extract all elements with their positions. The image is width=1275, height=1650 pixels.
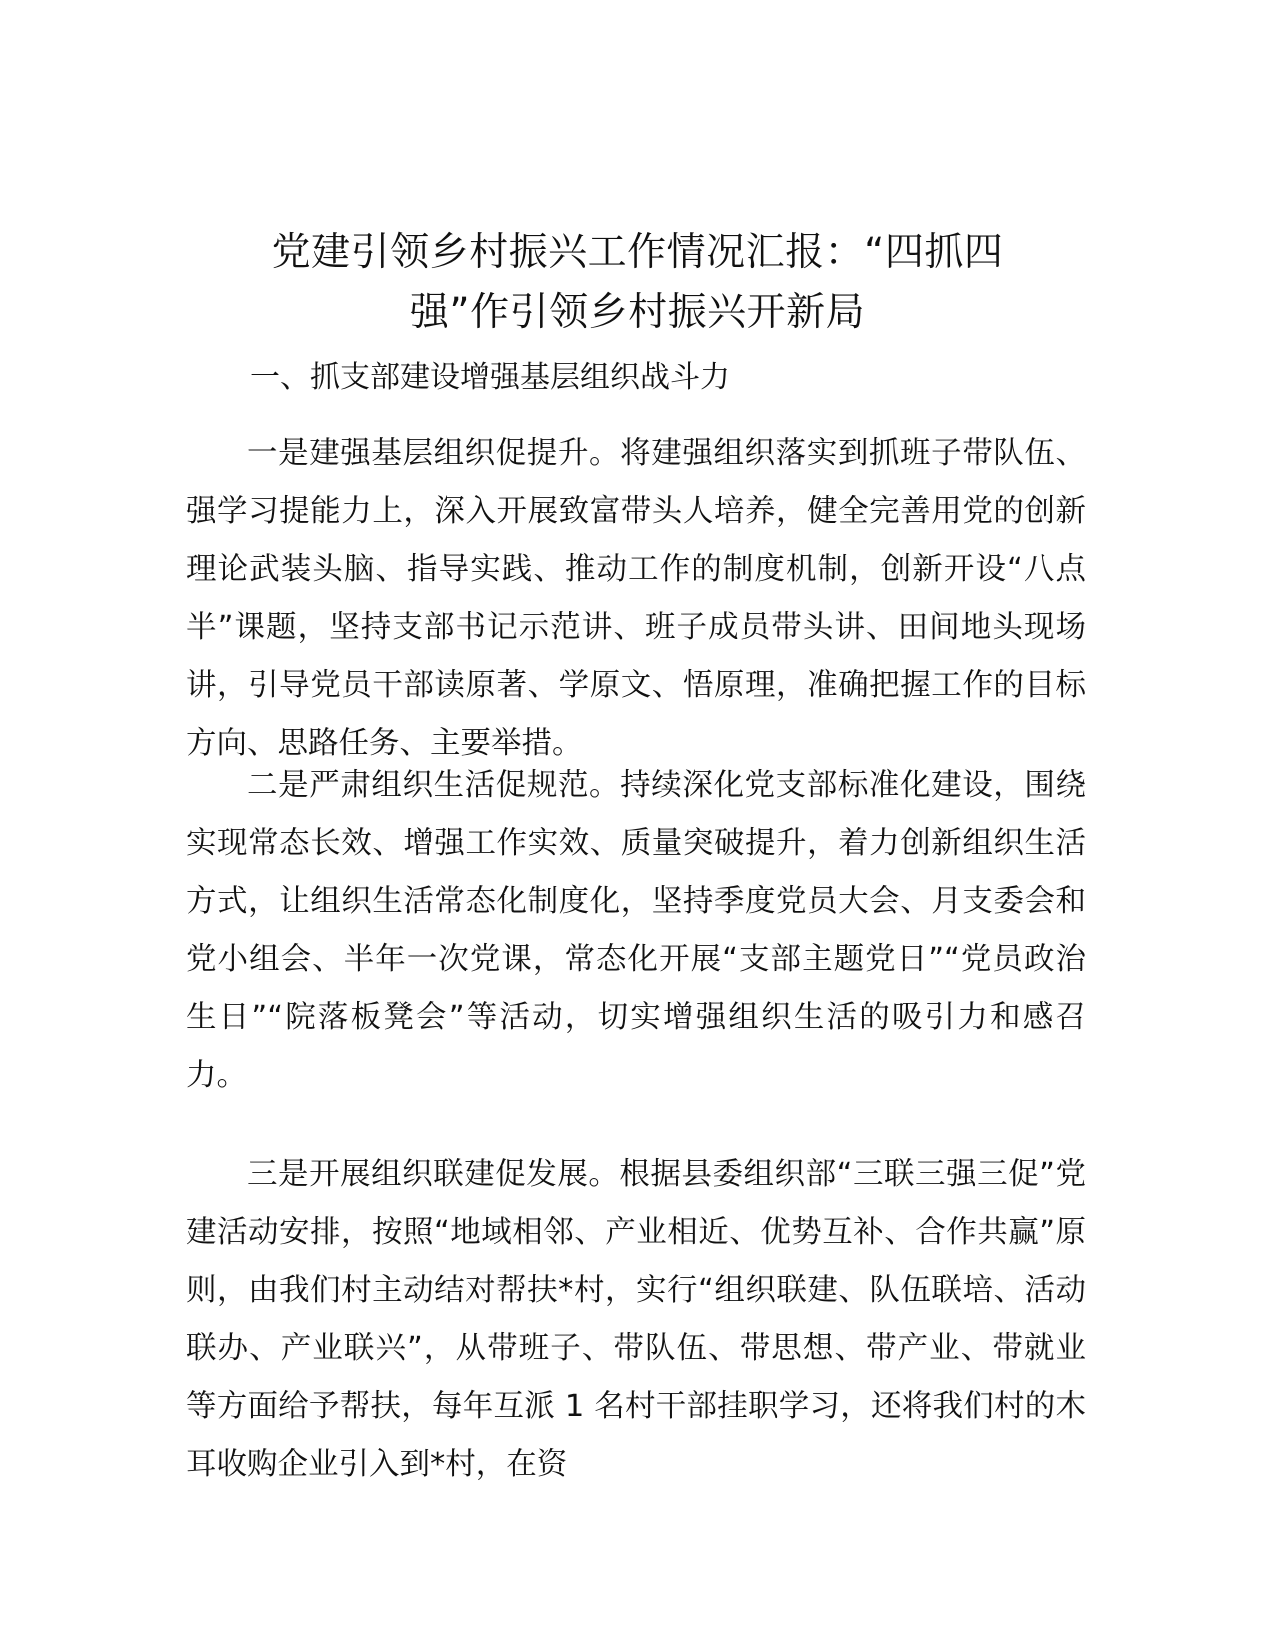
title-line-2: 强”作引领乡村振兴开新局 bbox=[409, 290, 866, 335]
document-title bbox=[150, 223, 1125, 343]
title-line-1: 党建引领乡村振兴工作情况汇报：“四抓四 bbox=[271, 230, 1004, 275]
paragraph-2: 二是严肃组织生活促规范。持续深化党支部标准化建设，围绕实现常态长效、增强工作实效、质量突破提升，着力创新组织生活方式，让组织生活常态化制度化，坚持季度党员大会、月支委会和党小组会、半年一次党课，常态化开展“支部主题党日”“党员政治生日”“院落板凳会”等活动，切实增强组织生活的吸引力和感召力。 bbox=[186, 768, 1086, 1093]
paragraph-3: 三是开展组织联建促发展。根据县委组织部“三联三强三促”党建活动安排，按照“地域相邻、产业相近、优势互补、合作共赢”原则，由我们村主动结对帮扶*村，实行“组织联建、队伍联培、活动联办、产业联兴”，从带班子、带队伍、带思想、带产业、带就业等方面给予帮扶，每年互派 1 名村干部挂职学习，还将我们村的木耳收购企业引入到*村，在资 bbox=[186, 1157, 1086, 1482]
paragraph-1: 一是建强基层组织促提升。将建强组织落实到抓班子带队伍、强学习提能力上，深入开展致富带头人培养，健全完善用党的创新理论武装头脑、指导实践、推动工作的制度机制，创新开设“八点半”课题，坚持支部书记示范讲、班子成员带头讲、田间地头现场讲，引导党员干部读原著、学原文、悟原理，准确把握工作的目标方向、思路任务、主要举措。 bbox=[186, 436, 1086, 761]
section-heading: 一、抓支部建设增强基层组织战斗力 bbox=[250, 360, 730, 395]
